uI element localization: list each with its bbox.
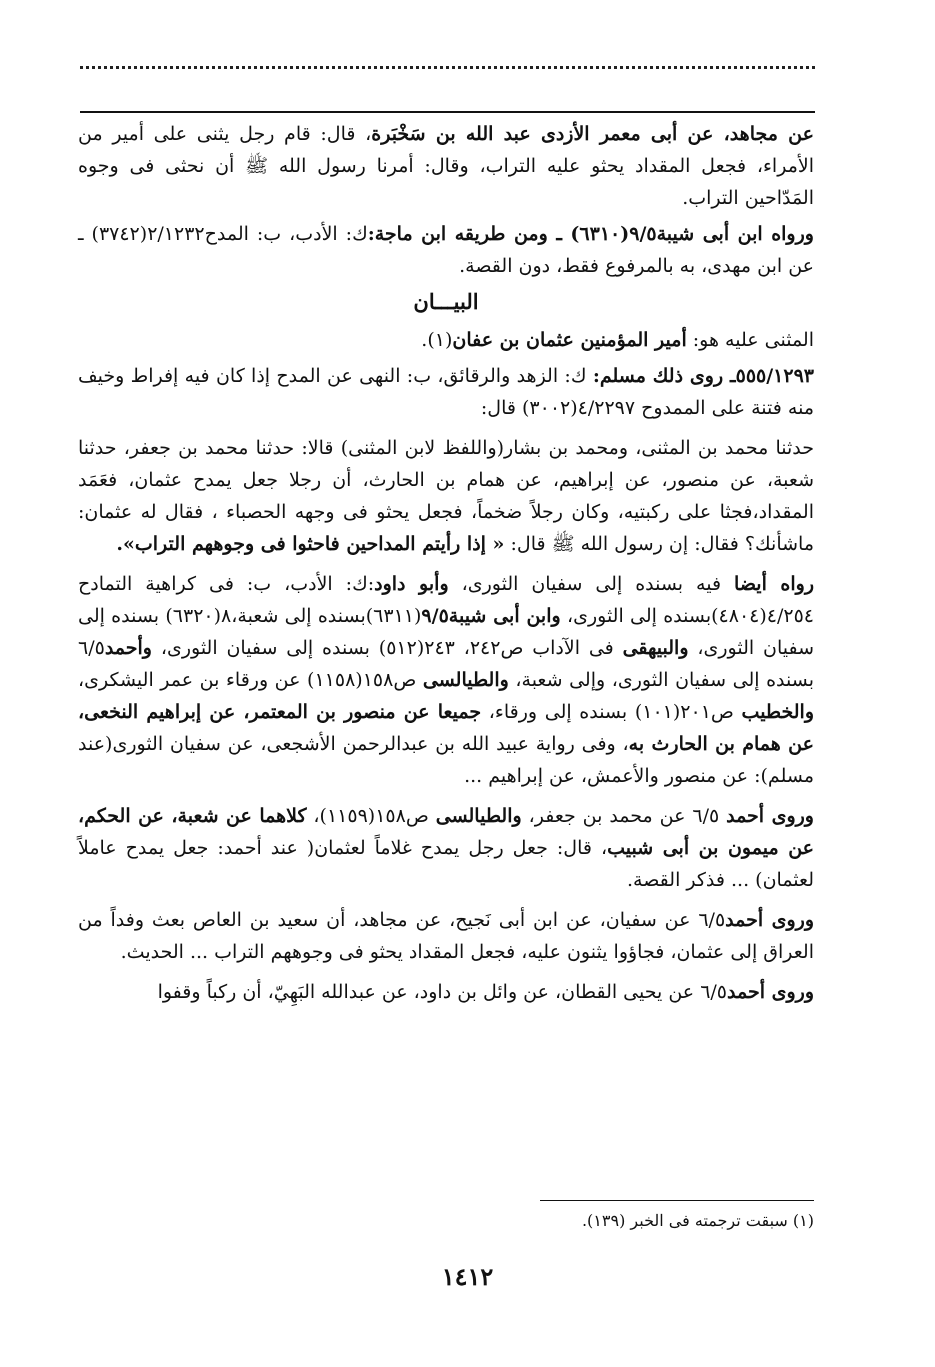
wa-rawa-paragraph-2 — [78, 904, 814, 968]
header-rule — [80, 111, 815, 113]
rawah1-rest: ك: الأدب، ب: المدح٢/١٢٣٢(٣٧٤٢) ـ عن ابن مهدى، به بالمرفوع فقط، دون القصة. — [78, 223, 814, 277]
takhrij-bayhaqi: والبيهقى — [622, 637, 689, 659]
matn-paragraph — [78, 432, 814, 560]
takhrij-text: ص١٥٨(١١٥٨) عن ورقاء بن عمر اليشكرى، — [78, 669, 423, 691]
wa-rawa-1-lead: وروى أحمد — [726, 805, 814, 827]
footnote-rule — [540, 1200, 814, 1201]
takhrij-text: ، وفى رواية عبيد الله بن عبدالرحمن الأشجعى، عن سفيان الثورى(عند مسلم): عن منصور والأعمش، عن إبراهيم ... — [78, 733, 814, 787]
hadith-number: ٥٥٥/١٢٩٣ـ روى ذلك مسلم: — [592, 365, 814, 387]
top-paragraph-rest: ، قال: قام رجل يثنى على أمير من الأمراء، فجعل المقداد يحثو عليه التراب، وقال: أمرنا رسول الله ﷺ أن نحثى فى وجوه المَدّاحين التراب. — [78, 123, 814, 209]
wa-rawa-1-chain: كلاهما عن شعبة، عن الحكم، عن ميمون بن أبى شبيب — [78, 805, 814, 859]
takhrij-tayalisi: والطيالسى — [422, 669, 509, 691]
page-number: ١٤١٢ — [441, 1262, 494, 1291]
wa-rawa-1-text: ٦/٥ عن محمد بن جعفر، — [521, 805, 727, 827]
footnote-reference[interactable]: (١). — [421, 329, 453, 351]
main-text — [78, 118, 814, 1016]
rawah-aydan-paragraph — [78, 568, 814, 792]
matn-prophetic-saying: « إذا رأيتم المداحين فاحثوا فى وجوههم التراب». — [116, 533, 505, 555]
wa-rawa-paragraph-3 — [78, 976, 814, 1008]
top-paragraph-lead: عن مجاهد، عن أبى معمر الأزدى عبد الله بن سَخْبَرة — [371, 123, 814, 145]
footnote: (١) سبقت ترجمته فى الخبر (١٣٩). — [581, 1211, 814, 1230]
subject-label: المثنى عليه هو: — [686, 329, 814, 351]
wa-rawa-1-tayalisi: والطيالسى — [435, 805, 522, 827]
takhrij-text: ٦/٥ بسنده إلى سفيان الثورى، وإلى شعبة، — [78, 637, 814, 691]
rawah-paragraph-1 — [78, 218, 814, 282]
takhrij-ahmad: وأحمد — [104, 637, 152, 659]
section-heading: البيـــان — [413, 289, 479, 314]
takhrij-ibn-abi-shaybah: وابن أبى شيبة٩/٥ — [421, 605, 561, 627]
matn-text: حدثنا محمد بن المثنى، ومحمد بن بشار(واللفظ لابن المثنى) قالا: حدثنا محمد بن جعفر، حدثنا شعبة، عن منصور، عن إبراهيم، عن همام بن الحارث، أن رجلا جعل يمدح عثمان، فعَمَد المقداد،فجثا على ركبتيه، وكان رجلاً ضخماً، فجعل يحثو فى وجهه الحصباء ، فقال له عثمان: ماشأنك؟ فقال: إن رسول الله ﷺ قال: — [78, 437, 814, 555]
takhrij-khatib: والخطيب — [741, 701, 815, 723]
rawah1-lead: ورواه ابن أبى شيبة٩/٥(٦٣١٠) ـ ومن طريقه ابن ماجة: — [367, 223, 814, 245]
wa-rawa-1-text: ، قال: جعل رجل يمدح غلاماً لعثمان( عند أحمد: جعل يمدح عاملاً لعثمان) ... فذكر القصة. — [78, 837, 814, 891]
takhrij-common-link: جميعا عن منصور بن المعتمر، عن إبراهيم النخعى، عن همام بن الحارث به — [78, 701, 814, 755]
takhrij-text: فيه بسنده إلى سفيان الثورى، — [448, 573, 735, 595]
takhrij-text: ص٢٠١(١٠١) بسنده إلى ورقاء، — [481, 701, 742, 723]
subject-line — [78, 324, 814, 356]
takhrij-abu-dawud: وأبو داود — [374, 573, 449, 595]
dotted-separator — [80, 66, 815, 69]
wa-rawa-1-text: ص١٥٨(١١٥٩)، — [306, 805, 436, 827]
hadith-555 — [78, 360, 814, 424]
takhrij-text: فى الآداب ص٢٤٢، ٢٤٣(٥١٢) بسنده إلى سفيان الثورى، — [151, 637, 623, 659]
takhrij-text: :ك: الأدب، ب: فى كراهية التمادح ٤/٢٥٤(٤٨٠٤)بسنده إلى الثورى، — [78, 573, 815, 627]
wa-rawa-paragraph-1 — [78, 800, 814, 896]
hadith-source: ك: الزهد والرقائق، ب: النهى عن المدح إذا كان فيه إفراط وخيف منه فتنة على الممدوح ٤/٢٢٩٧(٣٠٠٢) قال: — [78, 365, 814, 419]
wa-rawa-3-text: ٦/٥ عن يحيى القطان، عن وائل بن داود، عن عبدالله البَهِيّ، أن ركباً وقفوا — [157, 981, 727, 1003]
top-paragraph — [78, 118, 814, 214]
takhrij-text: (٦٣١١)بسنده إلى شعبة،٨(٦٣٢٠) بسنده إلى سفيان الثورى، — [78, 605, 814, 659]
wa-rawa-2-text: ٦/٥ عن سفيان، عن ابن أبى نَجيح، عن مجاهد، أن سعيد بن العاص بعث وفداً من العراق إلى عثمان، فجاؤوا يثنون عليه، فجعل المقداد يحثو فى وجوههم التراب ... الحديث. — [78, 909, 814, 963]
subject-name: أمير المؤمنين عثمان بن عفان — [452, 329, 687, 351]
wa-rawa-2-lead: وروى أحمد — [725, 909, 814, 931]
takhrij-lead: رواه أيضا — [734, 573, 814, 595]
wa-rawa-3-lead: وروى أحمد — [727, 981, 814, 1003]
